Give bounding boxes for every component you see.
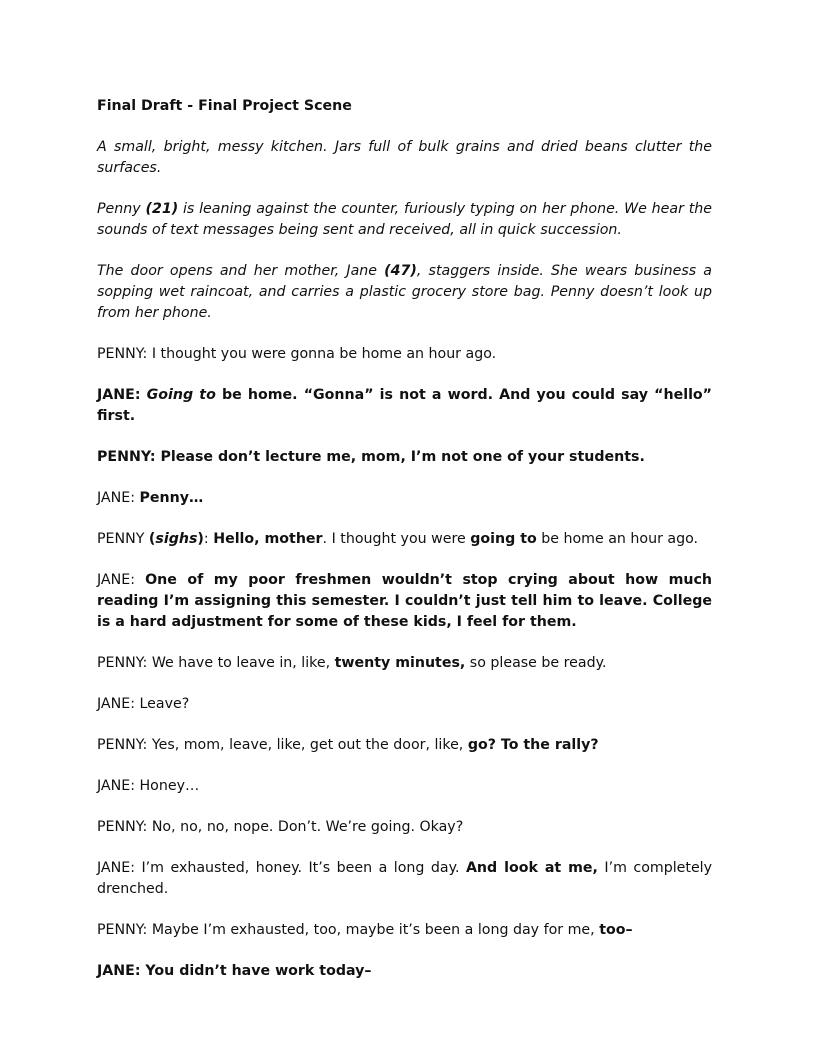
text-run: Going to [146,387,216,403]
text-run: JANE: [97,572,146,588]
text-run: twenty minutes, [334,655,466,671]
text-run: sighs [155,531,198,547]
dialogue-line [97,920,712,941]
text-run: , staggers inside. She wears business a sopping wet raincoat, and carries a plastic grocery store bag. Penny doesn’t look up from her phone. [97,263,712,321]
dialogue-line [97,488,712,509]
text-run: go? To the rally? [467,737,599,753]
dialogue-line [97,776,712,797]
stage-direction [97,261,712,324]
text-run: too– [599,922,633,938]
text-run: JANE: [97,490,140,506]
dialogue-line [97,653,712,674]
dialogue-line [97,344,712,365]
text-run: JANE: Honey… [97,778,200,794]
dialogue-line [97,817,712,838]
text-run: PENNY: No, no, no, nope. Don’t. We’re going. Okay? [97,819,464,835]
text-run: JANE: [97,387,147,403]
text-run: One of my poor freshmen wouldn’t stop crying about how much reading I’m assigning this semester. I couldn’t just tell him to leave. College is a hard adjustment for some of these kids, I feel for them. [97,572,712,630]
stage-direction [97,137,712,179]
text-run: JANE: You didn’t have work today– [97,963,372,979]
dialogue-line [97,570,712,633]
text-run: Penny… [139,490,204,506]
dialogue-line [97,961,712,982]
text-run: A small, bright, messy kitchen. Jars full of bulk grains and dried beans clutter the surfaces. [97,139,712,176]
dialogue-line [97,858,712,900]
text-run: Penny [97,201,146,217]
dialogue-line [97,447,712,468]
text-run: PENNY: Please don’t lecture me, mom, I’m not one of your students. [97,449,645,465]
dialogue-line [97,529,712,550]
text-run: And look at me, [465,860,598,876]
text-run: I’m completely drenched. [97,860,713,897]
text-run: is leaning against the counter, furiously typing on her phone. We hear the sounds of text messages being sent and received, all in quick succession. [97,201,712,238]
text-run: PENNY: We have to leave in, like, [97,655,335,671]
script-content [97,96,712,982]
paragraph-list [97,137,712,982]
text-run: PENNY: Maybe I’m exhausted, too, maybe it’s been a long day for me, [97,922,600,938]
text-run: JANE: Leave? [97,696,190,712]
text-run: PENNY [97,531,149,547]
text-run: (21) [145,201,179,217]
text-run: PENNY: I thought you were gonna be home an hour ago. [97,346,497,362]
text-run: . I thought you were [322,531,471,547]
text-run: going to [470,531,537,547]
text-run: JANE: I’m exhausted, honey. It’s been a long day. [97,860,466,876]
dialogue-line [97,735,712,756]
text-run: ( [148,531,156,547]
text-run: Hello, mother [213,531,323,547]
text-run: so please be ready. [465,655,607,671]
text-run: be home an hour ago. [536,531,699,547]
text-run: : [203,531,214,547]
dialogue-line [97,694,712,715]
text-run: PENNY: Yes, mom, leave, like, get out the door, like, [97,737,468,753]
page-title: Final Draft - Final Project Scene [97,98,352,114]
text-run: The door opens and her mother, Jane [97,263,385,279]
stage-direction [97,199,712,241]
dialogue-line [97,385,712,427]
text-run: (47) [384,263,417,279]
text-run: be home. “Gonna” is not a word. And you could say “hello” first. [97,387,713,424]
text-run: ) [197,531,204,547]
